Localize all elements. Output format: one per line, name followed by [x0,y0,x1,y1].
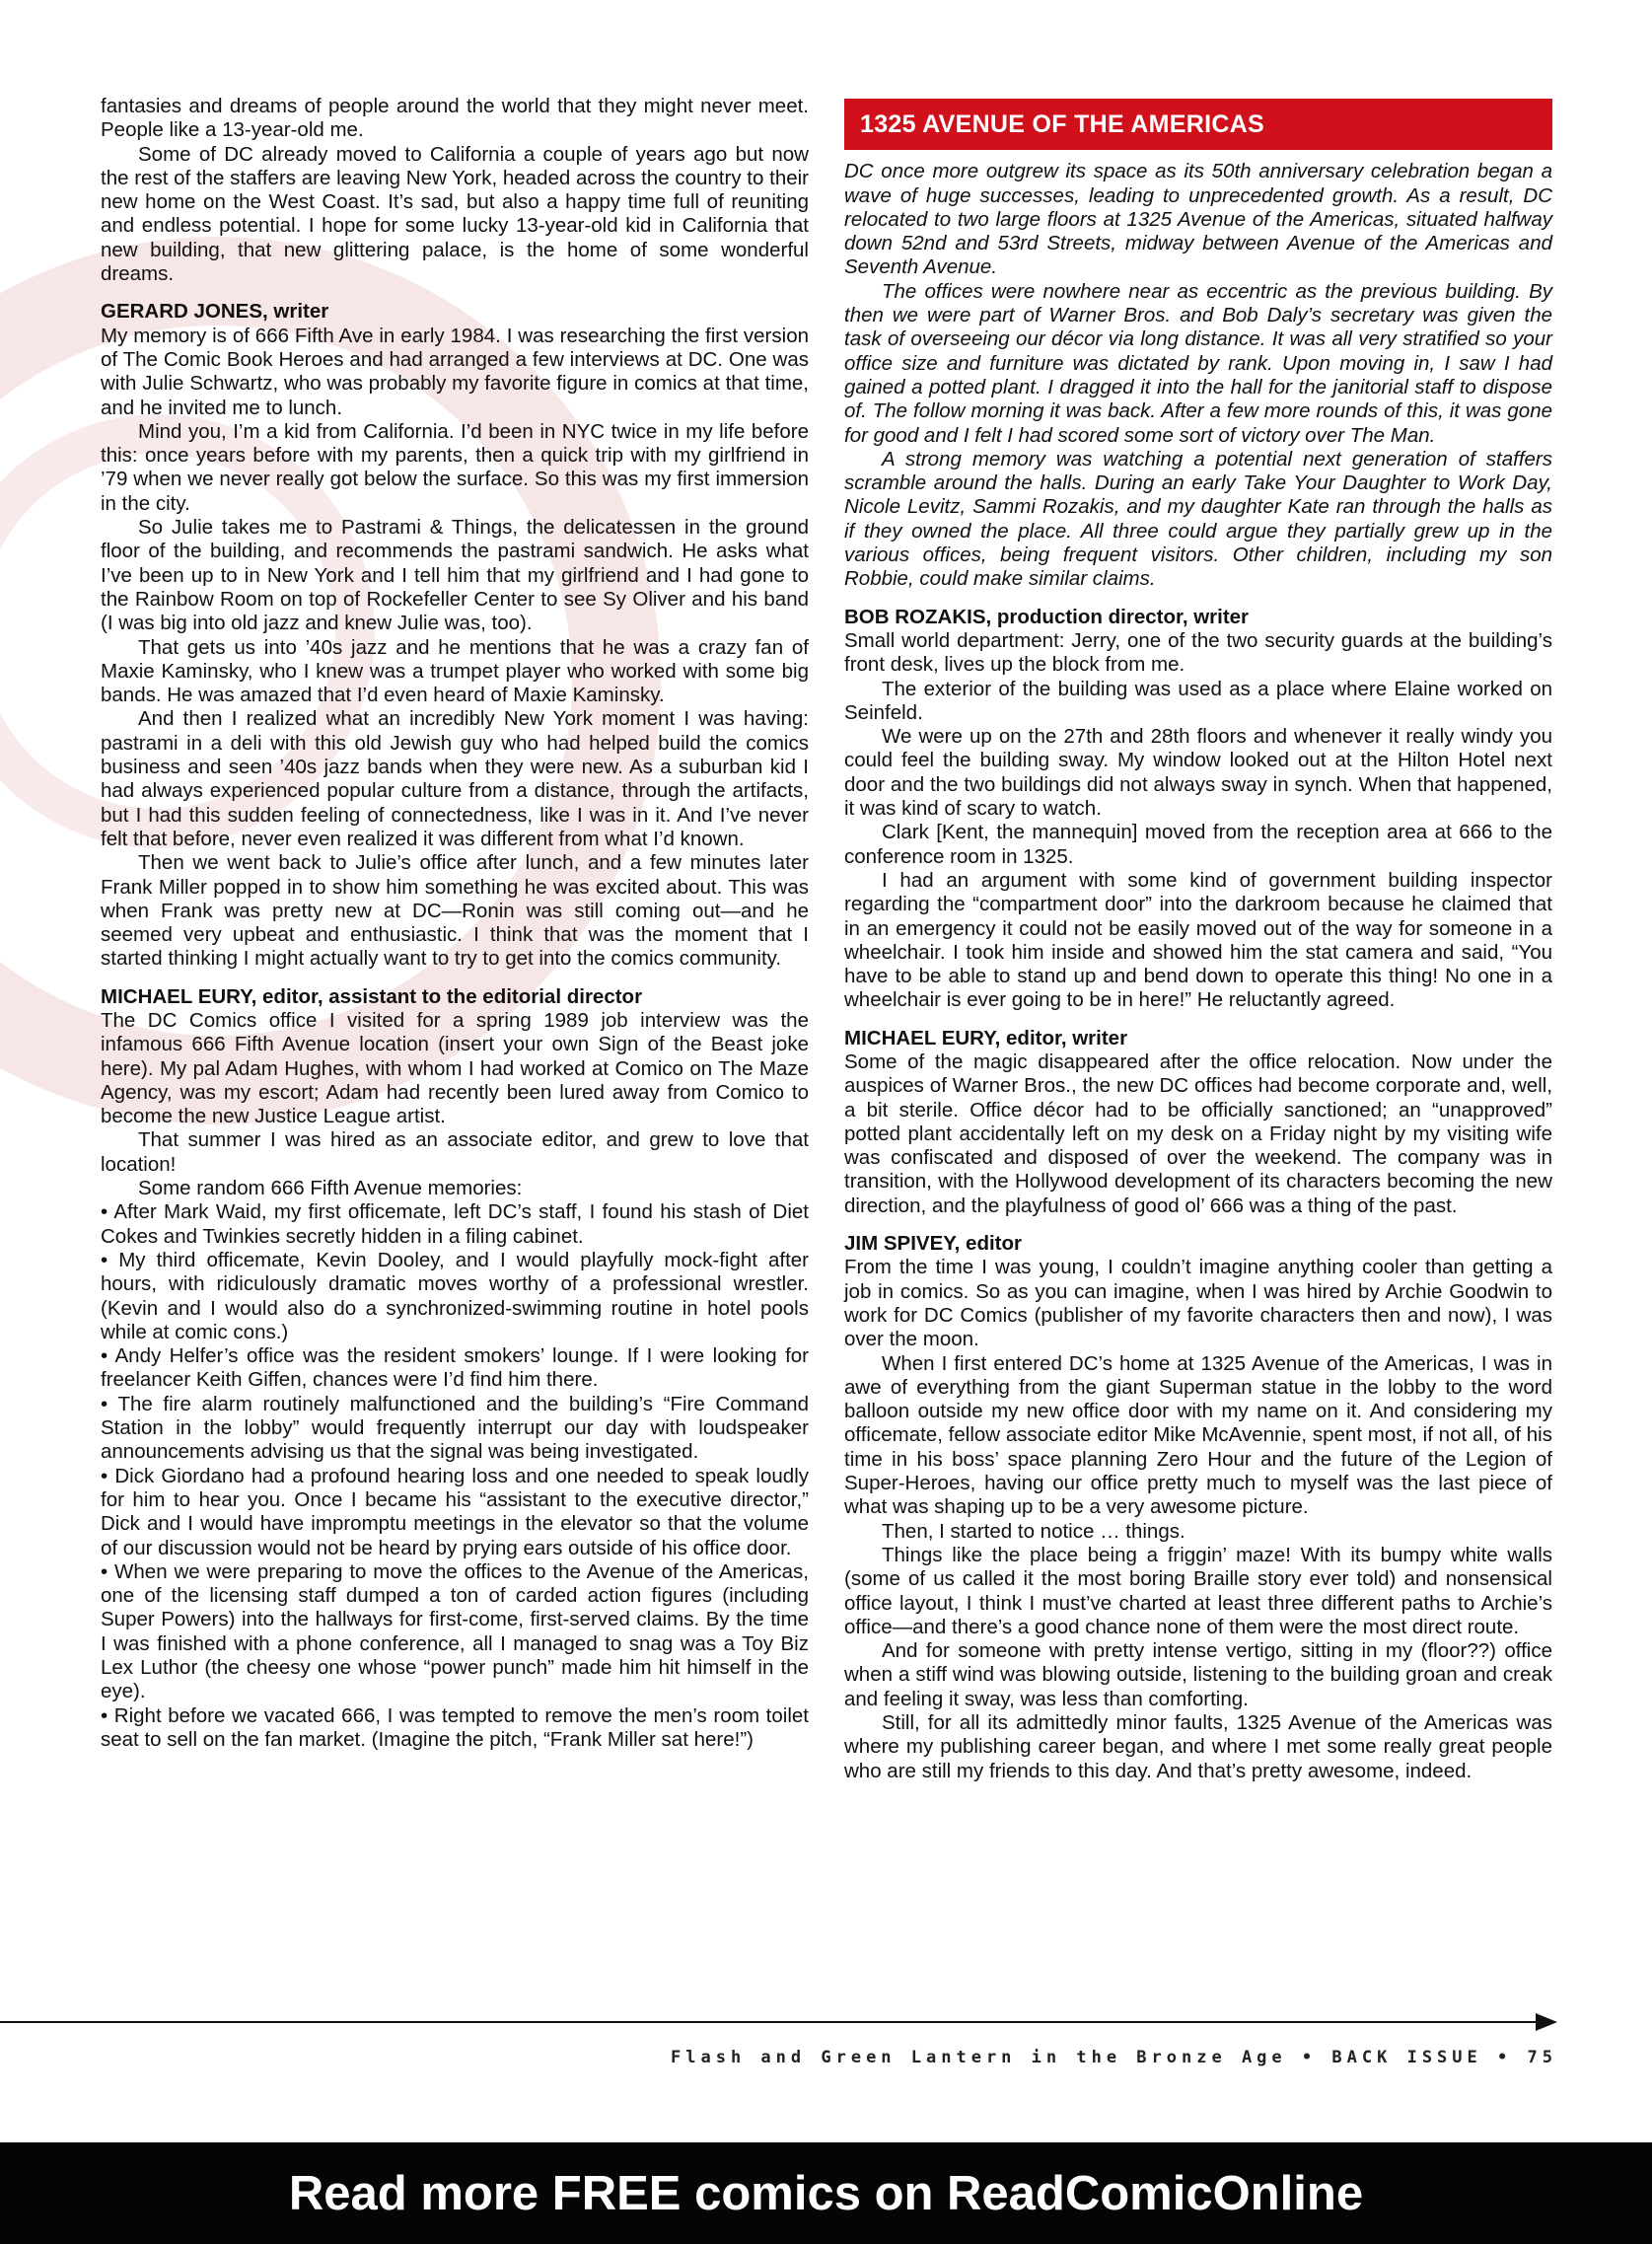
jones-paragraph: And then I realized what an incredibly New York moment I was having: pastrami in a deli with this old Jewish guy who had helped build the comics business and seen ’40s jazz bands when they were new. As a suburban kid I had always experienced popular culture from a distance, through the artifacts, but I had this sudden feeling of connectedness, like I was in it. And I’ve never felt that before, never even realized it was different from what I’d known. [101,707,809,850]
page-number: 75 [1527,2048,1557,2067]
eury-writer-paragraph: Some of the magic disappeared after the office relocation. Now under the auspices of Warner Bros., the new DC offices had become corporate and, well, a bit sterile. Office décor had to be officially sanctioned; an “unapproved” potted plant accidentally left on my desk on a Friday night by my visiting wife was confiscated and disposed of over the weekend. The company was in transition, with the Hollywood development of its characters becoming the new direction, and the playfulness of good ol’ 666 was a thing of the past. [844,1050,1552,1217]
rozakis-heading: BOB ROZAKIS, production director, writer [844,605,1250,628]
promo-banner-text: Read more FREE comics on ReadComicOnline [288,2166,1364,2220]
eury-bullet: • Right before we vacated 666, I was tempted to remove the men’s room toilet seat to sell on the fan market. (Imagine the pitch, “Frank Miller sat here!”) [101,1703,809,1751]
jones-paragraph: My memory is of 666 Fifth Ave in early 1984. I was researching the first version of The Comic Book Heroes and had arranged a few interviews at DC. One was with Julie Schwartz, who was probably my favorite figure in comics at that time, and he invited me to lunch. [101,324,809,419]
folio-book-title: Flash and Green Lantern in the Bronze Age [671,2048,1287,2067]
eury-bullet: • When we were preparing to move the offices to the Avenue of the Americas, one of the licensing staff dumped a ton of carded action figures (including Super Powers) into the hallways for first-come, first-served claims. By the time I was finished with a phone conference, all I managed to snag was a Toy Biz Lex Luthor (the cheesy one whose “power punch” made him hit himself in the eye). [101,1559,809,1703]
eury-bullet: • The fire alarm routinely malfunctioned and the building’s “Fire Command Station in the lobby” would frequently interrupt our day with loudspeaker announcements advising us that the signal was being investigated. [101,1392,809,1464]
jones-heading: GERARD JONES, writer [101,300,329,324]
jones-paragraph: Then we went back to Julie’s office after lunch, and a few minutes later Frank Miller popped in to show him something he was excited about. This was when Frank was pretty new at DC—Ronin was still coming out—and he seemed very upbeat and enthusiastic. I think that was the moment that I started thinking I might actually want to try to get into the comics community. [101,851,809,971]
eury-bullet: • After Mark Waid, my first officemate, left DC’s staff, I found his stash of Diet Cokes and Twinkies secretly hidden in a filing cabinet. [101,1200,809,1248]
intro-paragraph: fantasies and dreams of people around the world that they might never meet. People like a 13-year-old me. [101,95,809,142]
rozakis-paragraph: Small world department: Jerry, one of the two security guards at the building’s front desk, lives up the block from me. [844,628,1552,677]
eury-bullet: • My third officemate, Kevin Dooley, and I would playfully mock-fight after hours, with ridiculously dramatic moves worthy of a professional wrestler. (Kevin and I would also do a synchronized-swimming routine in hotel pools while at comic cons.) [101,1248,809,1343]
eury-paragraph: That summer I was hired as an associate editor, and grew to love that location! [101,1128,809,1176]
rozakis-paragraph: I had an argument with some kind of government building inspector regarding the “compartment door” into the darkroom because he claimed that in an emergency it could not be easily moved out of the way for someone in a wheelchair. I took him inside and showed him the stat camera and said, “You have to be able to stand up and bend down to operate this thing! No one in a wheelchair is ever going to be in here!” He reluctantly agreed. [844,868,1552,1012]
folio-magazine-name: BACK ISSUE [1331,2048,1482,2067]
page-folio [671,2048,1557,2067]
promo-banner[interactable] [0,2142,1652,2244]
jones-paragraph: That gets us into ’40s jazz and he mentions that he was a crazy fan of Maxie Kaminsky, who I knew was a trumpet player who worked with some big bands. He was amazed that I’d even heard of Maxie Kaminsky. [101,635,809,707]
spivey-paragraph: Things like the place being a friggin’ maze! With its bumpy white walls (some of us called it the most boring Braille story ever told) and nonsensical office layout, I think I must’ve charted at least three different paths to Archie’s office—and there’s a good chance none of them were the most direct route. [844,1543,1552,1638]
spivey-paragraph: And for someone with pretty intense vertigo, sitting in my (floor??) office when a stiff wind was blowing outside, listening to the building groan and creak and feeling it sway, was less than comforting. [844,1639,1552,1710]
sidebar-body [844,160,1552,591]
eury-writer-heading: MICHAEL EURY, editor, writer [844,1026,1128,1050]
sidebar-paragraph: A strong memory was watching a potential next generation of staffers scramble around the halls. During an early Take Your Daughter to Work Day, Nicole Levitz, Sammi Rozakis, and my daughter Kate ran through the halls as if they owned the place. All three could argue they partially grew up in the various offices, being frequent visitors. Other children, including my son Robbie, could make similar claims. [844,447,1552,591]
sidebar-paragraph: The offices were nowhere near as eccentric as the previous building. By then we were part of Warner Bros. and Bob Daly’s secretary was given the task of overseeing our décor via long distance. It was all very stratified so your office size and furniture was dictated by rank. Upon moving in, I saw I had gained a potted plant. I dragged it into the hall for the janitorial staff to dispose of. The follow morning it was back. After a few more rounds of this, it was gone for good and I felt I had scored some sort of victory over The Man. [844,279,1552,447]
eury-bullet: • Dick Giordano had a profound hearing loss and one needed to speak loudly for him to hear you. Once I became his “assistant to the executive director,” Dick and I would have impromptu meetings in the elevator so that the volume of our discussion would not be heard by prying ears outside of his office door. [101,1464,809,1559]
spivey-paragraph: Then, I started to notice … things. [882,1519,1185,1543]
spivey-paragraph: When I first entered DC’s home at 1325 Avenue of the Americas, I was in awe of everything from the giant Superman statue in the lobby to the word balloon outside my new office door with my name on it. And considering my officemate, fellow associate editor Mike McAvennie, spent most, if not all, of his time in his boss’ space planning Zero Hour and the future of the Legion of Super-Heroes, having our office pretty much to myself was the last piece of what was shaping up to be a very awesome picture. [844,1351,1552,1519]
rozakis-paragraph: The exterior of the building was used as a place where Elaine worked on Seinfeld. [844,677,1552,724]
footer-arrow-icon [1536,2013,1557,2031]
jones-paragraph: So Julie takes me to Pastrami & Things, the delicatessen in the ground floor of the building, and recommends the pastrami sandwich. He asks what I’ve been up to in New York and I tell him that my girlfriend and I had gone to the Rainbow Room on top of Rockefeller Center to see Sy Oliver and his band (I was big into old jazz and knew Julie was, too). [101,516,809,635]
rozakis-paragraph: We were up on the 27th and 28th floors and whenever it really windy you could feel the building sway. My window looked out at the Hilton Hotel next door and the two buildings did not always sway in synch. When that happened, it was kind of scary to watch. [844,725,1552,821]
sidebar-title: 1325 AVENUE OF THE AMERICAS [844,99,1552,150]
left-column [101,95,809,1752]
eury-heading: MICHAEL EURY, editor, assistant to the editorial director [101,984,643,1008]
sidebar-paragraph: DC once more outgrew its space as its 50th anniversary celebration began a wave of huge successes, leading to unprecedented growth. As a result, DC relocated to two large floors at 1325 Avenue of the Americas, situated halfway down 52nd and 53rd Streets, midway between Avenue of the Americas and Seventh Avenue. [844,160,1552,279]
spivey-heading: JIM SPIVEY, editor [844,1232,1022,1256]
rozakis-paragraph: Clark [Kent, the mannequin] moved from the reception area at 666 to the conference room in 1325. [844,821,1552,868]
spivey-paragraph: From the time I was young, I couldn’t imagine anything cooler than getting a job in comics. So as you can imagine, when I was hired by Archie Goodwin to work for DC Comics (publisher of my favorite characters then and now), I was over the moon. [844,1256,1552,1351]
eury-paragraph: The DC Comics office I visited for a spring 1989 job interview was the infamous 666 Fifth Avenue location (insert your own Sign of the Beast joke here). My pal Adam Hughes, with whom I had worked at Comico on The Maze Agency, was my escort; Adam had recently been lured away from Comico to become the new Justice League artist. [101,1008,809,1128]
jones-paragraph: Mind you, I’m a kid from California. I’d been in NYC twice in my life before this: once years before with my parents, then a quick trip with my girlfriend in ’79 when we never really got below the surface. So this was my first immersion in the city. [101,419,809,515]
spivey-paragraph: Still, for all its admittedly minor faults, 1325 Avenue of the Americas was where my publishing career began, and where I met some really great people who are still my friends to this day. And that’s pretty awesome, indeed. [844,1711,1552,1782]
folio-separator: • [1301,2048,1318,2067]
eury-bullet: • Andy Helfer’s office was the resident smokers’ lounge. If I were looking for freelancer Keith Giffen, chances were I’d find him there. [101,1344,809,1392]
right-column [844,95,1552,1783]
eury-paragraph: Some random 666 Fifth Avenue memories: [138,1177,523,1200]
intro-paragraph: Some of DC already moved to California a couple of years ago but now the rest of the staffers are leaving New York, headed across the country to their new home on the West Coast. It’s sad, but also a happy time full of reuniting and endless potential. I hope for some lucky 13-year-old kid in California that new building, that new glittering palace, is the home of some wonderful dreams. [101,142,809,286]
folio-separator: • [1497,2048,1513,2067]
footer-rule [0,2021,1541,2023]
